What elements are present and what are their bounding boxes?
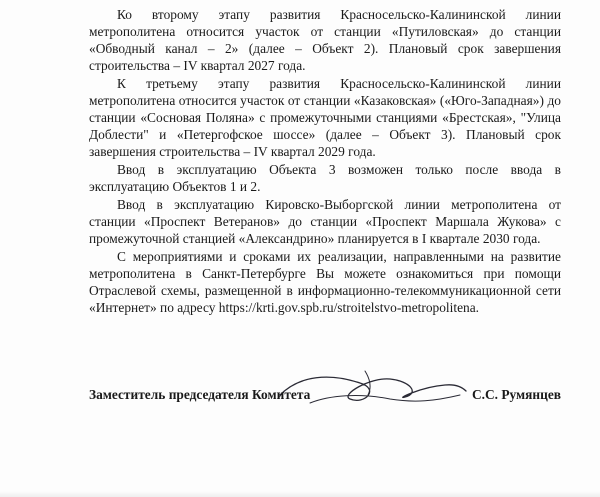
paragraph-stage-2: Ко второму этапу развития Красносельско-Калининской линии метрополитена относится участок от станции «Путиловская» до станции «Обводный канал – 2» (далее – Объект 2). Плановый срок завершения строительства – IV квартал 2027 года. — [89, 7, 561, 73]
signer-title: Заместитель председателя Комитета — [89, 387, 311, 402]
signature-block — [89, 385, 561, 415]
paragraph-object-3-commissioning: Ввод в эксплуатацию Объекта 3 возможен только после ввода в эксплуатацию Объектов 1 и 2. — [89, 162, 561, 194]
scan-edge — [0, 491, 600, 497]
paragraph-information-link: С мероприятиями и сроками их реализации, направленными на развитие метрополитена в Санкт-Петербурге Вы можете ознакомиться при помощи Отраслевой схемы, размещенной в информационно-телекоммуникационной сети «Интернет» по адресу https://krti.gov.spb.ru/stroitelstvo-metropolitena. — [89, 249, 561, 315]
paragraph-stage-3: К третьему этапу развития Красносельско-Калининской линии метрополитена относится участок от станции «Казаковская» («Юго-Западная») до станции «Сосновая Поляна» с промежуточными станциями «Брестская», "Улица Доблести" и «Петергофское шоссе» (далее – Объект 3). Плановый срок завершения строительства – IV квартал 2029 года. — [89, 76, 561, 159]
signer-name: С.С. Румянцев — [471, 387, 561, 402]
paragraph-kirovsko-vyborgskaya: Ввод в эксплуатацию Кировско-Выборгской линии метрополитена от станции «Проспект Ветеранов» до станции «Проспект Маршала Жукова» с промежуточной станцией «Александрино» планируется в I квартале 2030 года. — [89, 197, 561, 246]
document-body — [89, 6, 561, 317]
